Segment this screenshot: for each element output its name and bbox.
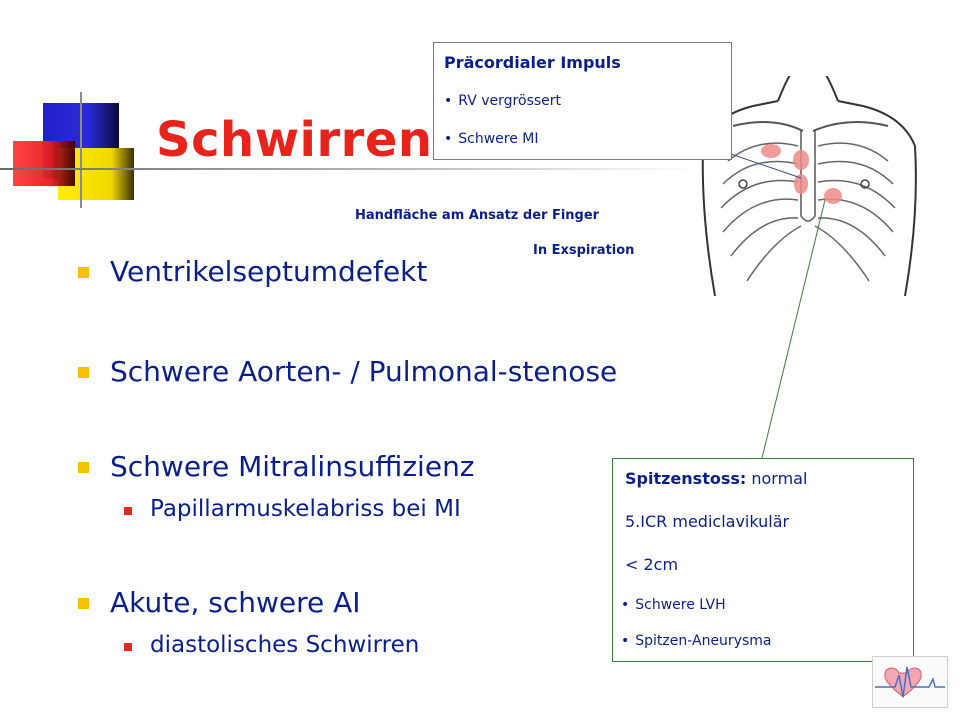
callout-item: • Spitzen-Aneurysma (621, 633, 772, 649)
callout-precordial (433, 42, 732, 160)
heart-ecg-icon (873, 657, 947, 707)
callout-heading: Präcordialer Impuls (444, 53, 621, 72)
bullet-item: Schwere Aorten- / Pulmonal-stenose (110, 355, 618, 388)
callout-item: • Schwere MI (444, 131, 539, 147)
bullet-item: Schwere Mitralinsuffizienz (110, 450, 475, 483)
callout-heading (625, 469, 807, 488)
slide-title: Schwirren (156, 112, 433, 168)
sub-bullet-item: diastolisches Schwirren (150, 632, 420, 658)
callout-line: < 2cm (625, 555, 679, 574)
callout-heading-bold: Spitzenstoss: (625, 469, 747, 488)
callout-line: 5.ICR mediclavikulär (625, 512, 790, 531)
bullet-item: Ventrikelseptumdefekt (110, 255, 428, 288)
sub-bullet-item: Papillarmuskelabriss bei MI (150, 496, 461, 522)
bullet-item: Akute, schwere AI (110, 586, 361, 619)
hint-line-2: In Exspiration (533, 243, 635, 258)
callout-item: • RV vergrössert (444, 93, 561, 109)
callout-apex (612, 458, 914, 662)
callout-item: • Schwere LVH (621, 597, 726, 613)
hint-line-1: Handfläche am Ansatz der Finger (355, 208, 600, 223)
heart-ecg-logo (872, 656, 948, 708)
callout-heading-rest: normal (746, 469, 808, 488)
